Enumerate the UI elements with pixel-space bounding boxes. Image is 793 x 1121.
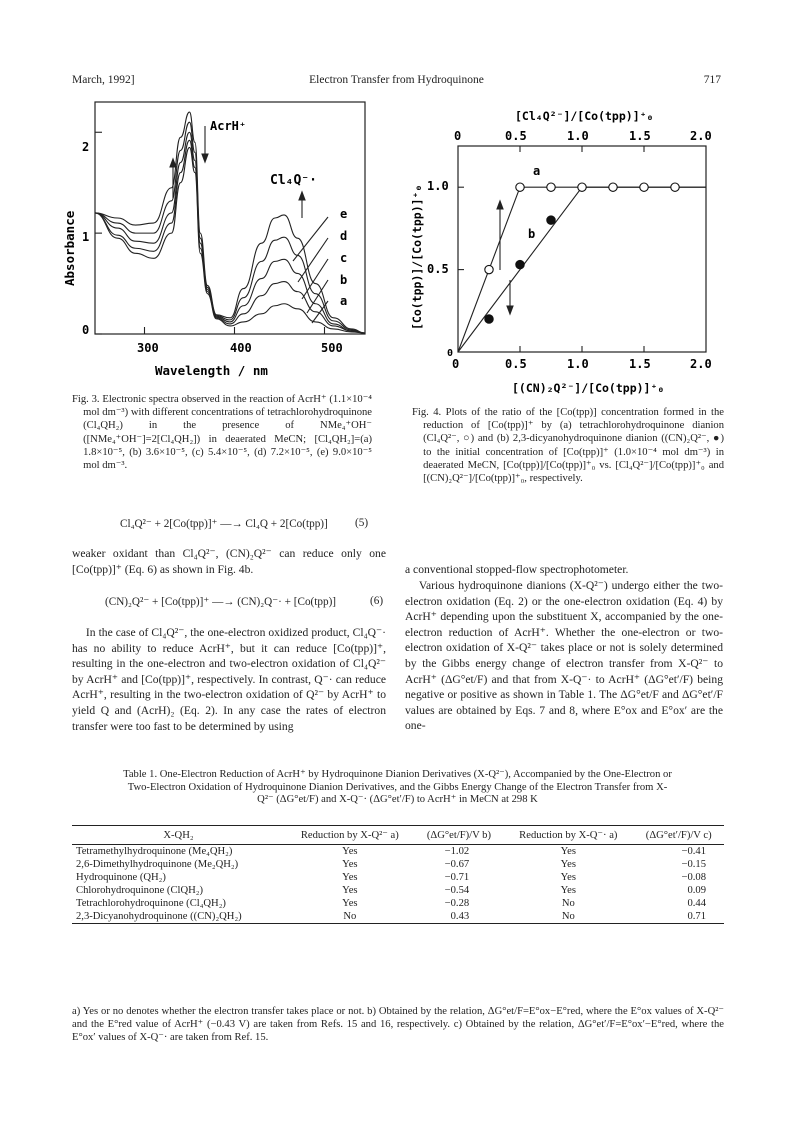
data-point-b — [485, 315, 493, 323]
table-cell: Yes — [560, 846, 577, 857]
table-cell: Chlorohydroquinone (ClQH₂) — [76, 885, 203, 896]
table-header-cell: (ΔG°et/F)/V b) — [415, 826, 503, 845]
data-point-b — [516, 260, 524, 268]
fig4-ylabel: [Co(tpp)]/[Co(tpp)]⁺₀ — [410, 184, 424, 330]
fig4-ytick-0: 0 — [447, 348, 454, 359]
table-cell: Yes — [560, 859, 577, 870]
data-point-a — [671, 183, 679, 191]
equation-6: (CN)₂Q²⁻ + [Co(tpp)]⁺ —→ (CN)₂Q⁻· + [Co(tpp)] — [105, 596, 337, 608]
fig4-arrow-down-head — [507, 306, 513, 314]
table1-footnote: a) Yes or no denotes whether the electron transfer takes place or not. b) Obtained by the relation, ΔG°et/F=E°ox−E°red, where the E°ox values of X-Q²⁻ and the E°red value of AcrH⁺ (−0.43 V) are taken from Refs. 15 and 16, respectively. c) Obtained by the relation, ΔG°et′/F=E°ox′−E°red, where the E°ox′ values of X-Q⁻· are taken from Ref. 15. — [72, 1006, 724, 1043]
table-cell: Yes — [560, 885, 577, 896]
fig4-frame — [458, 146, 706, 352]
table-header-row — [72, 826, 724, 845]
table-header-cell: Reduction by X-Q²⁻ a) — [285, 826, 415, 845]
curve-label-d: d — [340, 229, 348, 243]
fig3-label-cl4q: Cl₄Q⁻· — [270, 173, 317, 188]
right-paragraph-1: a conventional stopped-flow spectrophotometer. — [405, 563, 629, 576]
fig4-arrow-up-head — [497, 201, 503, 209]
spectrum-curve-b — [95, 140, 365, 333]
data-point-a — [609, 183, 617, 191]
fig3-xtick-300: 300 — [137, 341, 159, 355]
fig4-top-axis-label: [Cl₄Q²⁻]/[Co(tpp)]⁺₀ — [515, 109, 654, 123]
spectrum-curve-e — [95, 112, 365, 333]
fig3-label-acrh: AcrH⁺ — [210, 119, 247, 133]
table-cell: Hydroquinone (QH₂) — [76, 872, 166, 883]
table-cell: −0.28 — [444, 898, 470, 909]
left-paragraph-1: weaker oxidant than Cl₄Q²⁻, (CN)₂Q²⁻ can reduce only one [Co(tpp)]⁺ (Eq. 6) as shown in Fig. 4b. — [72, 547, 386, 576]
fig4-bottom-xtick-20: 2.0 — [690, 357, 712, 371]
fig4-top-xtick-0: 0 — [454, 129, 462, 143]
table-header-cell: Reduction by X-Q⁻· a) — [503, 826, 633, 845]
curve-label-c: c — [340, 251, 348, 265]
table-row — [72, 845, 724, 859]
data-point-a — [516, 183, 524, 191]
fit-line-b — [458, 187, 706, 352]
equation-6-number: (6) — [370, 595, 384, 607]
table-row — [72, 897, 724, 910]
fig3-xlabel: Wavelength / nm — [155, 363, 268, 378]
fit-line-a — [458, 187, 706, 352]
table-cell: No — [503, 910, 633, 924]
arrow-up-left-head — [170, 159, 176, 167]
arrow-down-acrh-head — [202, 154, 208, 162]
fig4-bottom-axis-label: [(CN)₂Q²⁻]/[Co(tpp)]⁺₀ — [512, 381, 665, 395]
fig3-ytick-0: 0 — [82, 323, 90, 337]
table-cell: −0.71 — [444, 872, 470, 883]
table-cell: 0.71 — [633, 910, 724, 924]
fig3-ytick-1: 1 — [82, 230, 90, 244]
arrow-up-cl4q-head — [299, 192, 305, 200]
table-cell: −0.41 — [681, 846, 706, 857]
fig3-ytick-2: 2 — [82, 140, 90, 154]
left-paragraph-2: In the case of Cl₄Q²⁻, the one-electron oxidized product, Cl₄Q⁻· has no ability to reduce AcrH⁺, but it can reduce [Co(tpp)]⁺, resulting in the one-electron and two-electron oxidation of Cl₄Q²⁻ by AcrH⁺ and [Co(tpp)]⁺, respectively. In contrast, Q⁻· can reduce AcrH⁺, resulting in the two-electron oxidation of Q²⁻ by AcrH⁺ to yield Q and (AcrH)₂ (Eq. 2). In any case the rates of electron transfer were too fast to be determined by using — [72, 626, 386, 733]
data-point-a — [640, 183, 648, 191]
header-left: March, 1992] — [72, 74, 135, 86]
table-cell: 2,3-Dicyanohydroquinone ((CN)₂QH₂) — [72, 910, 285, 924]
curve-label-e: e — [340, 207, 348, 221]
table-cell: 0.09 — [687, 885, 706, 896]
fig3-xtick-400: 400 — [230, 341, 252, 355]
fig4-ytick-05: 0.5 — [427, 262, 449, 276]
table-row — [72, 884, 724, 897]
data-point-a — [578, 183, 586, 191]
table-cell: No — [285, 910, 415, 924]
header-title: Electron Transfer from Hydroquinone — [309, 74, 484, 86]
table-cell: Yes — [342, 872, 358, 883]
fig4-bottom-xtick-15: 1.5 — [629, 357, 651, 371]
table-cell: Yes — [342, 885, 358, 896]
data-point-a — [485, 265, 493, 273]
leader-c — [302, 259, 328, 299]
table-cell: −0.08 — [681, 872, 706, 883]
figure-3 — [60, 96, 380, 386]
data-point-a — [547, 183, 555, 191]
equation-5: Cl₄Q²⁻ + 2[Co(tpp)]⁺ —→ Cl₄Q + 2[Co(tpp)] — [120, 518, 328, 530]
table-cell: 0.44 — [687, 898, 706, 909]
fig4-bottom-xtick-05: 0.5 — [505, 357, 527, 371]
table-cell: Tetrachlorohydroquinone (Cl₄QH₂) — [76, 898, 226, 909]
table-1 — [72, 825, 724, 924]
curve-label-a: a — [340, 294, 348, 308]
fig4-label-b: b — [528, 227, 536, 241]
leader-e — [293, 217, 328, 261]
fig3-caption: Fig. 3. Electronic spectra observed in the reaction of AcrH⁺ (1.1×10⁻⁴ mol dm⁻³) with different concentrations of tetrachlorohydroquinone (Cl₄QH₂) in the presence of NMe₄⁺OH⁻ ([NMe₄⁺OH⁻]=2[Cl₄QH₂]) in deaerated MeCN; [Cl₄QH₂]=(a) 1.8×10⁻⁵, (b) 3.6×10⁻⁵, (c) 5.4×10⁻⁵, (d) 7.2×10⁻⁵, (e) 9.0×10⁻⁵ mol dm⁻³. — [72, 394, 372, 472]
table-cell: Tetramethylhydroquinone (Me₄QH₂) — [76, 846, 233, 857]
fig4-top-xtick-10: 1.0 — [567, 129, 589, 143]
table-cell: Yes — [560, 872, 577, 883]
fig4-label-a: a — [533, 164, 541, 178]
table-row — [72, 858, 724, 871]
equation-5-number: (5) — [355, 517, 369, 529]
curve-label-b: b — [340, 273, 348, 287]
fig4-top-xtick-15: 1.5 — [629, 129, 651, 143]
fig4-top-xtick-20: 2.0 — [690, 129, 712, 143]
fig3-xtick-500: 500 — [321, 341, 343, 355]
table-header-cell: (ΔG°et′/F)/V c) — [633, 826, 724, 845]
table-cell: Yes — [342, 846, 358, 857]
table-cell: 0.43 — [415, 910, 503, 924]
table-cell: −0.15 — [681, 859, 706, 870]
fig4-bottom-xtick-10: 1.0 — [567, 357, 589, 371]
table-cell: −0.54 — [444, 885, 470, 896]
fig4-caption: Fig. 4. Plots of the ratio of the [Co(tpp)] concentration formed in the reduction of [Co(tpp)]⁺ by (a) tetrachlorohydroquinone dianion (Cl₄Q²⁻, ○) and (b) 2,3-dicyanohydroquinone dianion ((CN)₂Q²⁻, ●) to the initial concentration of [Co(tpp)]⁺ (1.0×10⁻⁴ mol dm⁻³) in deaerated MeCN, [Co(tpp)]/[Co(tpp)]⁺₀ vs. [Cl₄Q²⁻]/[Co(tpp)]⁺₀ and [(CN)₂Q²⁻]/[Co(tpp)]⁺₀, respectively. — [412, 407, 724, 485]
table-cell: −0.67 — [444, 859, 470, 870]
page-number: 717 — [703, 74, 721, 86]
table-cell: −1.02 — [444, 846, 470, 857]
data-point-b — [547, 216, 555, 224]
fig4-ytick-10: 1.0 — [427, 179, 449, 193]
table-cell: 2,6-Dimethylhydroquinone (Me₂QH₂) — [76, 859, 239, 870]
figure-4 — [400, 100, 730, 400]
fig4-top-xtick-05: 0.5 — [505, 129, 527, 143]
table-cell: No — [561, 898, 575, 909]
table-row — [72, 910, 724, 924]
fig3-ylabel: Absorbance — [62, 210, 77, 286]
table-cell: Yes — [342, 859, 358, 870]
table-cell: Yes — [342, 898, 358, 909]
right-paragraph-2: Various hydroquinone dianions (X-Q²⁻) undergo either the two-electron oxidation (Eq. 2) or the one-electron oxidation (Eq. 4) by AcrH⁺ depending upon the substituent X, accompanied by the one-electron reduction of AcrH⁺. Whether the one-electron or two-electron oxidation of X-Q²⁻ takes place or not is solely determined by the Gibbs energy change of electron transfer from X-Q²⁻ to AcrH⁺ (ΔG°et/F) and that from X-Q⁻· to AcrH⁺ (ΔG°et′/F) being negative or positive as shown in Table 1. The ΔG°et/F and ΔG°et′/F values are obtained by Eqs. 7 and 8, where E°ox and E°ox′ are the one- — [405, 579, 723, 733]
table-row — [72, 871, 724, 884]
fig4-bottom-xtick-0: 0 — [452, 357, 460, 371]
table1-caption: Table 1. One-Electron Reduction of AcrH⁺ by Hydroquinone Dianion Derivatives (X-Q²⁻), Accompanied by the One-Electron or Two-Electron Oxidation of Hydroquinone Dianion Derivatives, and the Gibbs Energy Change of the Electron Transfer from X-Q²⁻ (ΔG°et/F) and X-Q⁻· (ΔG°et′/F) to AcrH⁺ in MeCN at 298 K — [123, 769, 672, 806]
table-header-cell: X-QH₂ — [72, 826, 285, 845]
